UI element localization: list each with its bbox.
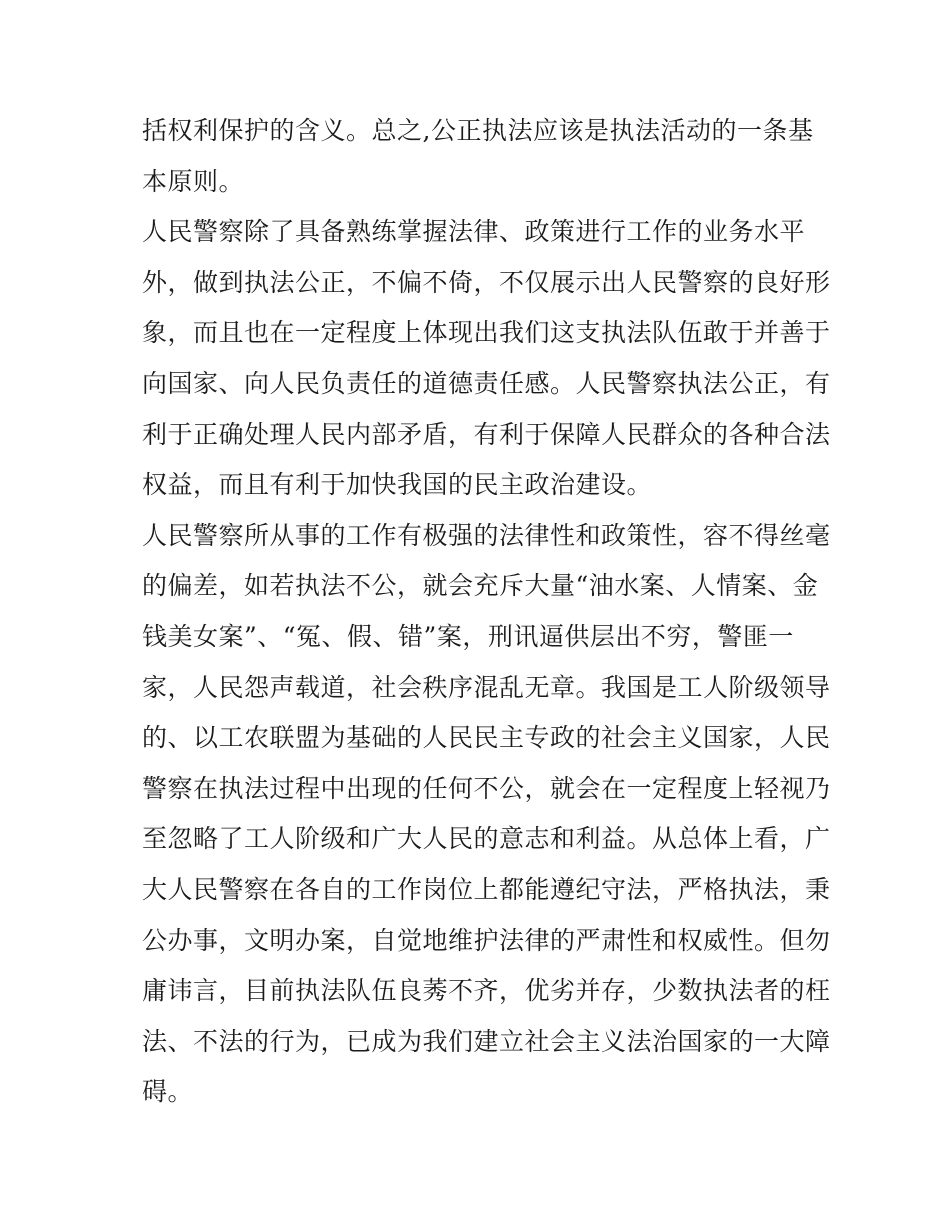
text-line: 公办事，文明办案，自觉地维护法律的严肃性和权威性。但勿 [142,925,831,955]
body-text [142,106,831,1118]
text-line: 大人民警察在各自的工作岗位上都能遵纪守法，严格执法，秉 [142,874,831,904]
text-line: 外，做到执法公正，不偏不倚，不仅展示出人民警察的良好形 [142,267,831,297]
text-line: 权益，而且有利于加快我国的民主政治建设。 [142,470,653,500]
text-line: 的、以工农联盟为基础的人民民主专政的社会主义国家，人民 [142,723,831,753]
text-line: 至忽略了工人阶级和广大人民的意志和利益。从总体上看，广 [142,824,831,854]
text-line: 本原则。 [142,166,245,196]
text-line: 人民警察除了具备熟练掌握法律、政策进行工作的业务水平 [142,217,806,247]
text-line: 利于正确处理人民内部矛盾，有利于保障人民群众的各种合法 [142,419,831,449]
text-line: 家，人民怨声载道，社会秩序混乱无章。我国是工人阶级领导 [142,672,831,702]
text-line: 钱美女案”、“冤、假、错”案，刑讯逼供层出不穷，警匪一 [142,621,794,651]
text-line: 的偏差，如若执法不公，就会充斥大量“油水案、人情案、金 [142,571,819,601]
text-line: 向国家、向人民负责任的道德责任感。人民警察执法公正，有 [142,368,831,398]
text-line: 碍。 [142,1077,194,1107]
text-line: 庸讳言，目前执法队伍良莠不齐，优劣并存，少数执法者的枉 [142,976,831,1006]
text-line: 象，而且也在一定程度上体现出我们这支执法队伍敢于并善于 [142,318,831,348]
text-line: 警察在执法过程中出现的任何不公，就会在一定程度上轻视乃 [142,773,831,803]
text-line: 法、不法的行为，已成为我们建立社会主义法治国家的一大障 [142,1026,831,1056]
text-line: 人民警察所从事的工作有极强的法律性和政策性，容不得丝毫 [142,520,831,550]
text-line: 括权利保护的含义。总之,公正执法应该是执法活动的一条基 [142,116,814,145]
